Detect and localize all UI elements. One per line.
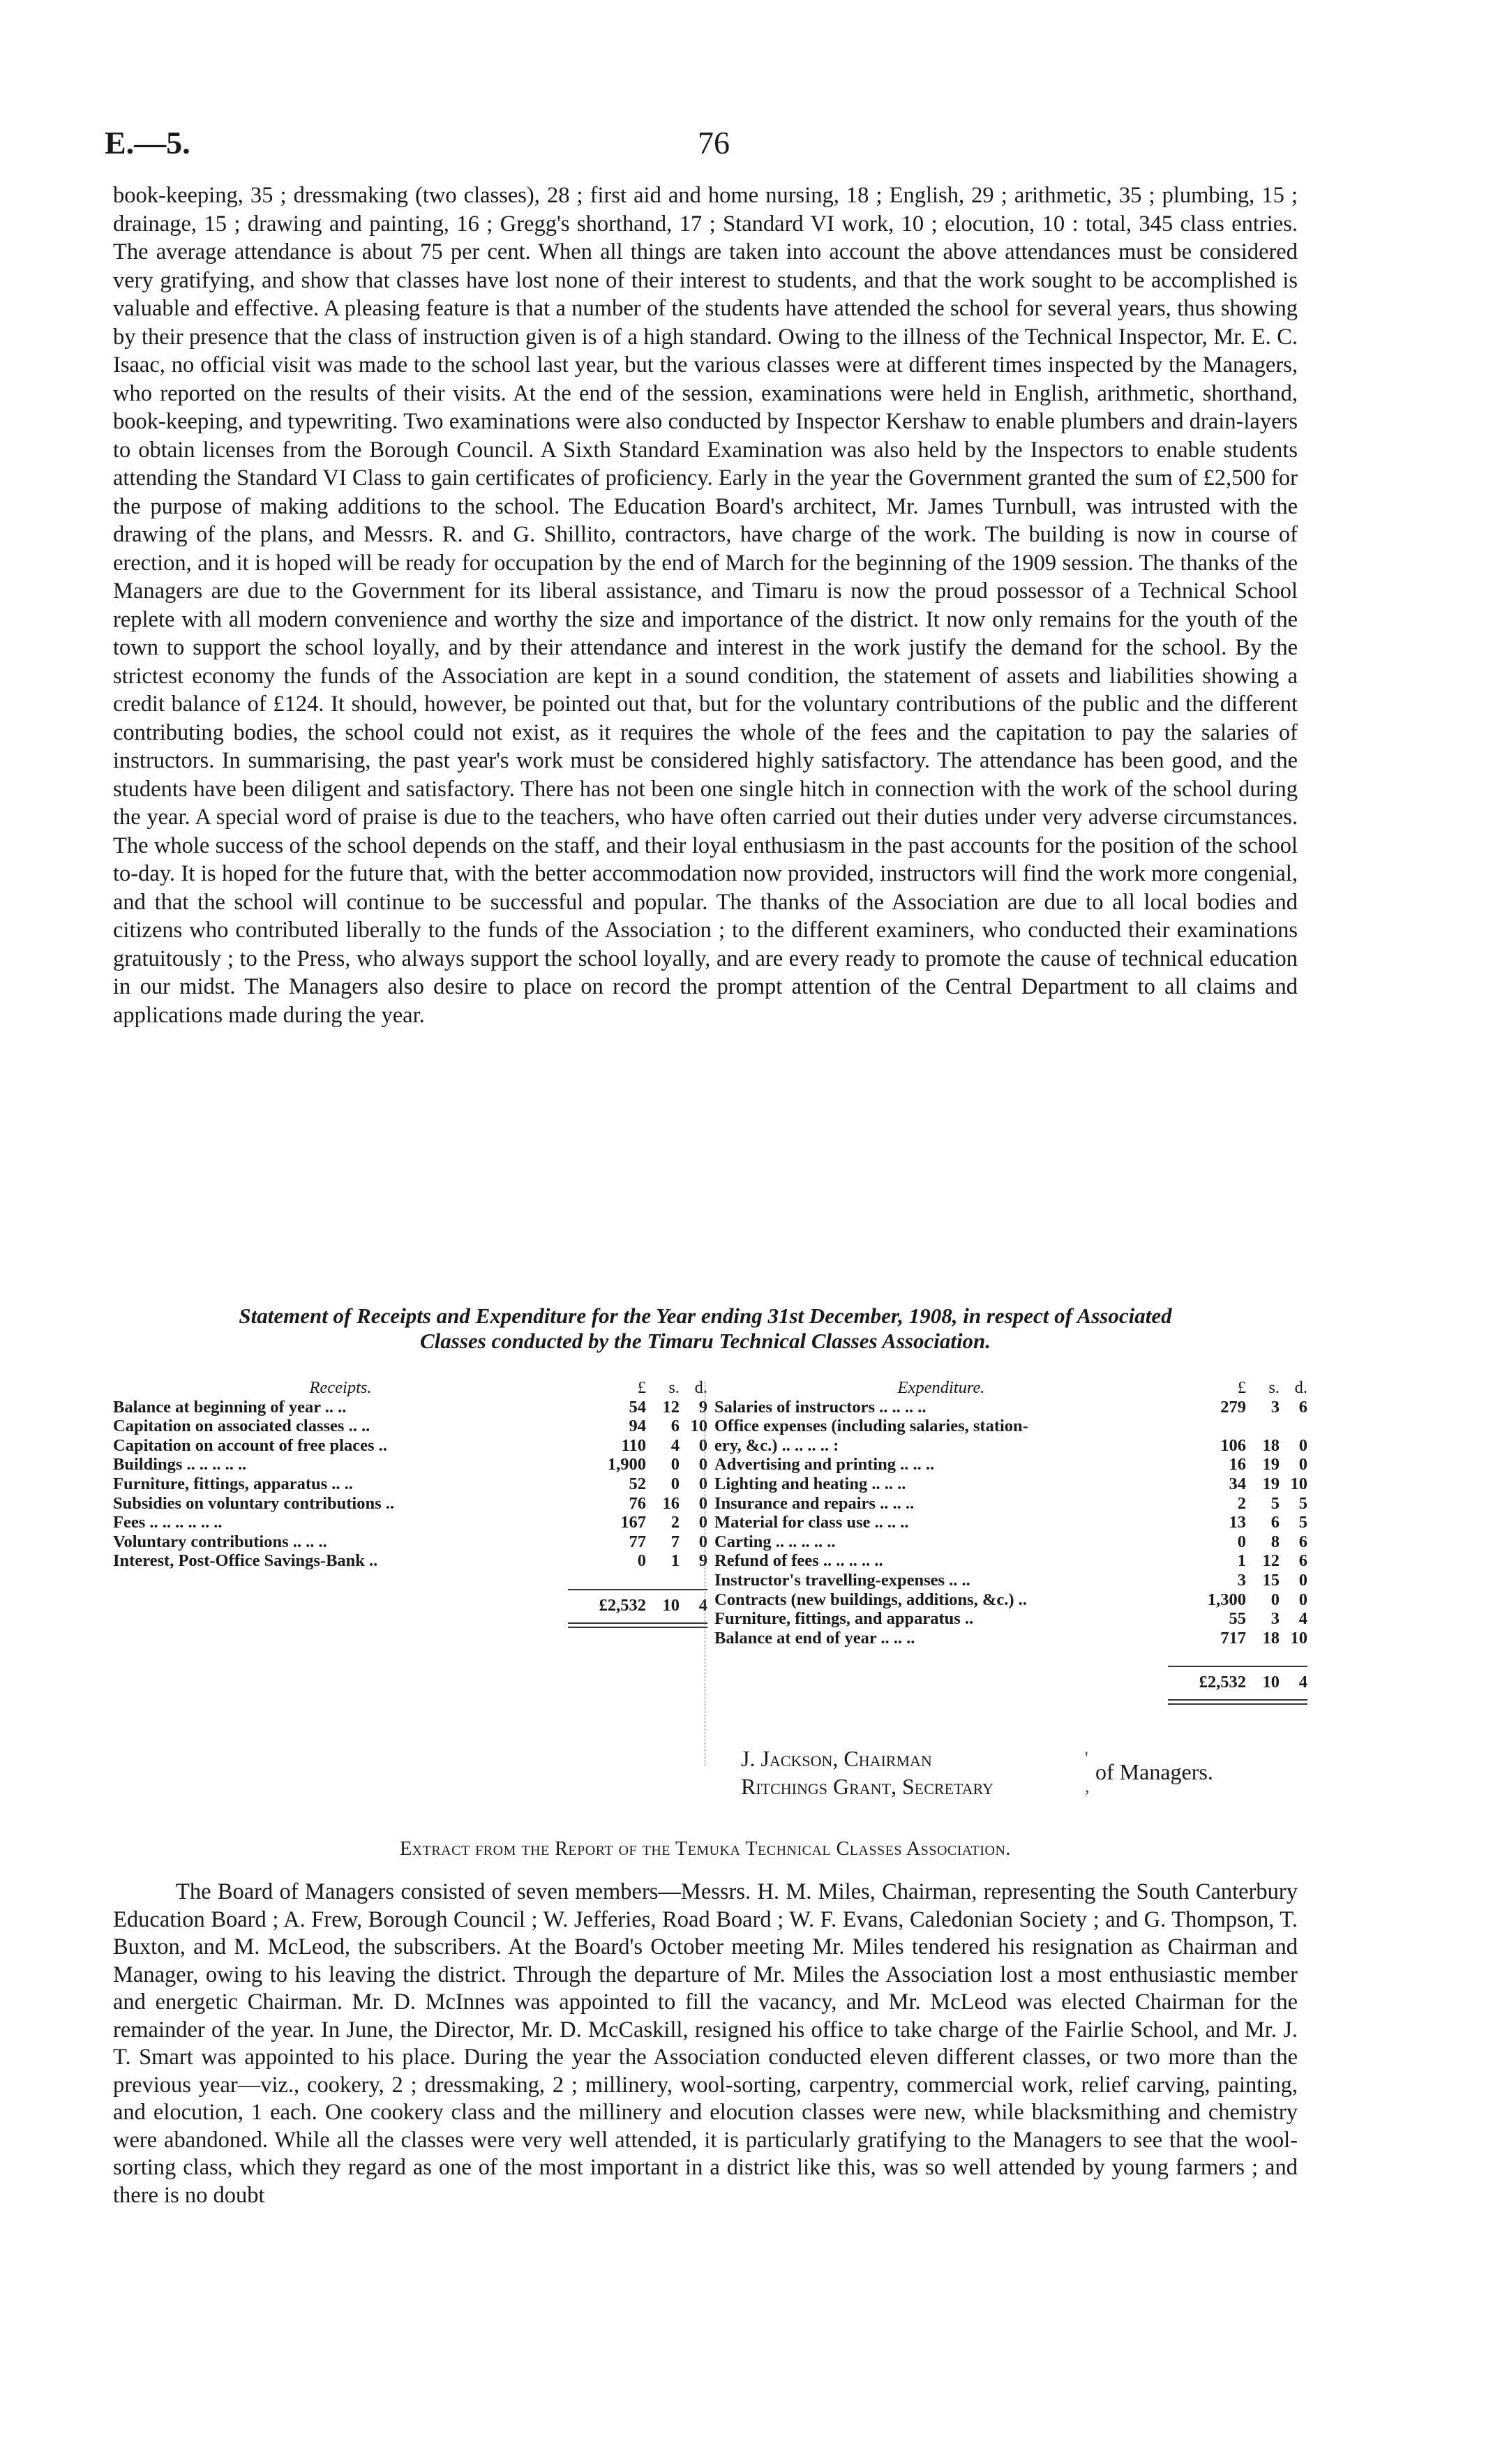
pounds-value: 110 [621, 1435, 646, 1455]
pounds-value: 77 [629, 1532, 646, 1551]
total-shillings: 10 [1262, 1673, 1280, 1692]
expenditure-label: Material for class use .. .. .. [714, 1513, 909, 1532]
statement-title [113, 1304, 1298, 1354]
shillings-value: 2 [670, 1513, 680, 1532]
statement-title-line-2: Classes conducted by the Timaru Technical Classes Association. [419, 1329, 991, 1353]
double-rule [1168, 1699, 1307, 1705]
shillings-value: 0 [1270, 1590, 1280, 1609]
shillings-value: 15 [1262, 1570, 1280, 1590]
pounds-value: 279 [1220, 1397, 1246, 1417]
expenditure-heading: Expenditure. [897, 1378, 985, 1397]
expenditure-row [714, 1571, 1307, 1590]
pounds-value: 52 [629, 1474, 646, 1493]
receipt-label: Subsidies on voluntary contributions .. [113, 1493, 394, 1513]
total-shillings: 10 [662, 1595, 680, 1615]
receipt-row [113, 1398, 707, 1417]
expenditure-row [714, 1436, 1307, 1456]
receipts-header [113, 1378, 707, 1398]
receipt-row [113, 1436, 707, 1456]
pence-value: 9 [698, 1551, 707, 1571]
body-paragraph: book-keeping, 35 ; dressmaking (two classes), 28 ; first aid and home nursing, 18 ; English, 29 ; arithmetic, 35 ; plumbing, 15 ; drainage, 15 ; drawing and painting, 16 ; Gregg's shorthand, 17 ; Standard VI work, 10 ; elocution, 10 : total, 345 class entries. The average attendance is about 75 per cent. When all things are taken into account the above attendances must be considered very gratifying, and show that classes have lost none of their interest to students, and that the work sought to be accomplished is valuable and effective. A pleasing feature is that a number of the students have attended the school for several years, thus showing by their presence that the class of instruction given is of a high standard. Owing to the illness of the Technical Inspector, Mr. E. C. Isaac, no official visit was made to the school last year, but the various classes were at different times inspected by the Managers, who reported on the results of their visits. At the end of the session, examinations were held in English, arithmetic, shorthand, book-keeping, and typewriting. Two examinations were also conducted by Inspector Kershaw to enable plumbers and drain-layers to obtain licenses from the Borough Council. A Sixth Standard Examination was also held by the Inspectors to enable students attending the Standard VI Class to gain certificates of proficiency. Early in the year the Government granted the sum of £2,500 for the purpose of making additions to the school. The Education Board's architect, Mr. James Turnbull, was intrusted with the drawing of the plans, and Messrs. R. and G. Shillito, contractors, have charge of the work. The building is now in course of erection, and it is hoped will be ready for occupation by the end of March for the beginning of the 1909 session. The thanks of the Managers are due to the Government for its liberal assistance, and Timaru is now the proud possessor of a Technical School replete with all modern convenience and worthy the size and importance of the district. It now only remains for the youth of the town to support the school loyally, and by their attendance and interest in the work justify the demand for the school. By the strictest economy the funds of the Association are kept in a sound condition, the statement of assets and liabilities showing a credit balance of £124. It should, however, be pointed out that, but for the voluntary contributions of the public and the different contributing bodies, the school could not exist, as it requires the whole of the fees and the capitation to pay the salaries of instructors. In summarising, the past year's work must be considered highly satisfactory. The attendance has been good, and the students have been diligent and satisfactory. There has not been one single hitch in connection with the work of the school during the year. A special word of praise is due to the teachers, who have often carried out their duties under very adverse circumstances. The whole success of the school depends on the staff, and their loyal enthusiasm in the past accounts for the position of the school to-day. It is hoped for the future that, with the better accommodation now provided, instructors will find the work more congenial, and that the school will continue to be successful and popular. The thanks of the Association are due to all local bodies and citizens who contributed liberally to the funds of the Association ; to the different examiners, who conducted their examinations gratuitously ; to the Press, who always support the school loyally, and are every ready to promote the cause of technical education in our midst. The Managers also desire to place on record the prompt attention of the Central Department to all claims and applications made during the year. [113, 183, 1298, 1028]
receipt-label: Fees .. .. .. .. .. .. [113, 1513, 223, 1532]
shillings-value: 1 [670, 1551, 680, 1571]
pence-value: 0 [1298, 1435, 1307, 1455]
expenditure-row [714, 1474, 1307, 1494]
receipt-row [113, 1494, 707, 1514]
receipt-label: Capitation on account of free places .. [113, 1435, 387, 1455]
expenditure-row [714, 1532, 1307, 1552]
pounds-value: 1 [1237, 1551, 1246, 1571]
expenditure-row [714, 1417, 1307, 1436]
expenditure-row [714, 1398, 1307, 1417]
pence-value: 0 [698, 1435, 707, 1455]
extract-paragraph: The Board of Managers consisted of seven members—Messrs. H. M. Miles, Chairman, representing the South Canterbury Education Board ; A. Frew, Borough Council ; W. Jefferies, Road Board ; W. F. Evans, Caledonian Society ; and G. Thompson, T. Buxton, and M. McLeod, the subscribers. At the Board's October meeting Mr. Miles tendered his resignation as Chairman and Manager, owing to his leaving the district. Through the departure of Mr. Miles the Association lost a most enthusiastic member and energetic Chairman. Mr. D. McInnes was appointed to fill the vacancy, and Mr. McLeod was elected Chairman for the remainder of the year. In June, the Director, Mr. D. McCaskill, resigned his office to take charge of the Fairlie School, and Mr. J. T. Smart was appointed to his place. During the year the Association conducted eleven different classes, or two more than the previous year—viz., cookery, 2 ; dressmaking, 2 ; millinery, wool-sorting, carpentry, commercial work, relief carving, painting, and elocution, 1 each. One cookery class and the millinery and elocution classes were new, while blacksmithing and chemistry were abandoned. While all the classes were very well attended, it is particularly gratifying to the Managers to see that the wool-sorting class, which they regard as one of the most important in a district like this, was so well attended by young farmers ; and there is no doubt [113, 1879, 1298, 2208]
total-pounds: £2,532 [599, 1595, 646, 1615]
total-rule [1168, 1666, 1307, 1671]
pounds-value [1168, 1417, 1246, 1436]
document-reference: E.—5. [105, 125, 190, 160]
pounds-value: 16 [1229, 1455, 1246, 1474]
pounds-value: 3 [1237, 1570, 1246, 1590]
receipt-label: Furniture, fittings, apparatus .. .. [113, 1474, 353, 1493]
pounds-value: 55 [1229, 1609, 1246, 1629]
shillings-value: 12 [1262, 1551, 1280, 1571]
receipt-row [113, 1532, 707, 1552]
expenditure-label: Balance at end of year .. .. .. [714, 1628, 915, 1648]
expenditure-label: Refund of fees .. .. .. .. .. [714, 1551, 883, 1571]
pence-value: 5 [1298, 1513, 1307, 1532]
shillings-value: 0 [670, 1474, 680, 1493]
pence-value: 10 [1290, 1628, 1307, 1648]
pence-value: 4 [1298, 1609, 1307, 1629]
expenditure-label: Salaries of instructors .. .. .. .. [714, 1397, 927, 1417]
expenditure-row [714, 1494, 1307, 1514]
pence-value: 0 [698, 1532, 707, 1551]
shillings-value: 7 [670, 1532, 680, 1551]
page-number: 76 [698, 125, 730, 160]
shillings-value: 0 [670, 1455, 680, 1474]
signatures [741, 1745, 993, 1800]
expenditure-row [714, 1513, 1307, 1532]
pounds-value: 0 [1237, 1532, 1246, 1551]
shillings-value: 18 [1262, 1628, 1280, 1648]
brace-mark: ' , [1085, 1748, 1090, 1796]
shillings-value [1246, 1417, 1280, 1436]
pence-value: 0 [698, 1455, 707, 1474]
pence-value: 10 [690, 1417, 707, 1436]
extract-text [113, 1879, 1298, 2209]
receipt-label: Balance at beginning of year .. .. [113, 1397, 347, 1417]
pence-value: 6 [1298, 1551, 1307, 1571]
total-rule [568, 1589, 707, 1595]
pound-heading: £ [1237, 1378, 1246, 1397]
double-rule [568, 1622, 707, 1628]
pounds-value: 0 [637, 1551, 646, 1571]
receipt-row [113, 1513, 707, 1532]
receipt-label: Capitation on associated classes .. .. [113, 1417, 370, 1436]
pounds-value: 717 [1220, 1628, 1246, 1648]
receipt-label: Buildings .. .. .. .. .. [113, 1455, 247, 1474]
shillings-value: 3 [1270, 1609, 1280, 1629]
pounds-value: 2 [1237, 1493, 1246, 1513]
shillings-value: 12 [662, 1397, 680, 1417]
pounds-value: 167 [620, 1513, 646, 1532]
shillings-value: 6 [1270, 1513, 1280, 1532]
expenditure-label: Lighting and heating .. .. .. [714, 1474, 906, 1493]
expenditure-row [714, 1551, 1307, 1571]
chairman-signature: J. Jackson, Chairman [741, 1746, 932, 1771]
shillings-value: 4 [670, 1435, 680, 1455]
total-pence: 4 [1298, 1673, 1307, 1692]
expenditure-label: Carting .. .. .. .. .. [714, 1532, 836, 1551]
shillings-value: 19 [1262, 1474, 1280, 1493]
pence-value: 0 [698, 1513, 707, 1532]
total-pence: 4 [698, 1595, 707, 1615]
pound-heading: £ [637, 1378, 646, 1397]
extract-title: Extract from the Report of the Temuka Technical Classes Association. [400, 1838, 1011, 1860]
statement-title-line-1: Statement of Receipts and Expenditure for the Year ending 31st December, 1908, in respect of Associated [239, 1304, 1172, 1328]
expenditure-row [714, 1455, 1307, 1474]
expenditure-row [714, 1609, 1307, 1629]
expenditure-rows [714, 1398, 1307, 1648]
expenditure-header [714, 1378, 1307, 1398]
pence-value: 0 [1298, 1455, 1307, 1474]
column-divider [705, 1382, 706, 1765]
shillings-value: 5 [1270, 1493, 1280, 1513]
pence-value: 9 [698, 1397, 707, 1417]
expenditure-label: Advertising and printing .. .. .. [714, 1455, 935, 1474]
pounds-value: 1,900 [607, 1455, 646, 1474]
expenditure-label: Furniture, fittings, and apparatus .. [714, 1609, 974, 1629]
expenditure-table [714, 1378, 1307, 1705]
pence-value: 0 [1298, 1570, 1307, 1590]
pence-value: 5 [1298, 1493, 1307, 1513]
pence-value: 0 [1298, 1590, 1307, 1609]
of-managers: of Managers. [1095, 1759, 1213, 1784]
expenditure-label: Office expenses (including salaries, station- [714, 1417, 1028, 1436]
expenditure-label: Instructor's travelling-expenses .. .. [714, 1570, 970, 1590]
pounds-value: 13 [1229, 1513, 1246, 1532]
receipts-rows [113, 1398, 707, 1571]
expenditure-row [714, 1590, 1307, 1610]
pounds-value: 106 [1220, 1435, 1246, 1455]
expenditure-total [714, 1673, 1307, 1692]
pence-heading: d. [1294, 1378, 1307, 1397]
shillings-value: 19 [1262, 1455, 1280, 1474]
pence-heading: d. [694, 1378, 707, 1397]
body-text [113, 181, 1298, 1029]
shillings-value: 16 [662, 1493, 680, 1513]
receipt-row [113, 1417, 707, 1436]
shillings-value: 3 [1270, 1397, 1280, 1417]
secretary-signature: Ritchings Grant, Secretary [741, 1774, 993, 1799]
expenditure-label: Insurance and repairs .. .. .. [714, 1493, 915, 1513]
shillings-value: 18 [1262, 1435, 1280, 1455]
receipts-total [113, 1596, 707, 1615]
pounds-value: 1,300 [1207, 1590, 1246, 1609]
shilling-heading: s. [668, 1378, 680, 1397]
receipt-row [113, 1474, 707, 1494]
pounds-value: 76 [629, 1493, 646, 1513]
shillings-value: 8 [1270, 1532, 1280, 1551]
pounds-value: 34 [1229, 1474, 1246, 1493]
expenditure-label: ery, &c.) .. .. .. .. : [714, 1435, 839, 1455]
pence-value: 6 [1298, 1532, 1307, 1551]
expenditure-row [714, 1629, 1307, 1648]
receipt-row [113, 1551, 707, 1571]
receipts-table [113, 1378, 707, 1628]
receipt-label: Interest, Post-Office Savings-Bank .. [113, 1551, 378, 1571]
pence-value: 0 [698, 1474, 707, 1493]
pounds-value: 54 [629, 1397, 646, 1417]
pence-value: 0 [698, 1493, 707, 1513]
receipt-label: Voluntary contributions .. .. .. [113, 1532, 327, 1551]
total-pounds: £2,532 [1199, 1673, 1246, 1692]
pence-value: 10 [1290, 1474, 1307, 1493]
pence-value [1280, 1417, 1307, 1436]
shillings-value: 6 [670, 1417, 680, 1436]
shilling-heading: s. [1268, 1378, 1280, 1397]
expenditure-label: Contracts (new buildings, additions, &c.) .. [714, 1590, 1027, 1609]
pounds-value: 94 [629, 1417, 646, 1436]
receipt-row [113, 1455, 707, 1474]
pence-value: 6 [1298, 1397, 1307, 1417]
receipts-heading: Receipts. [309, 1378, 372, 1397]
